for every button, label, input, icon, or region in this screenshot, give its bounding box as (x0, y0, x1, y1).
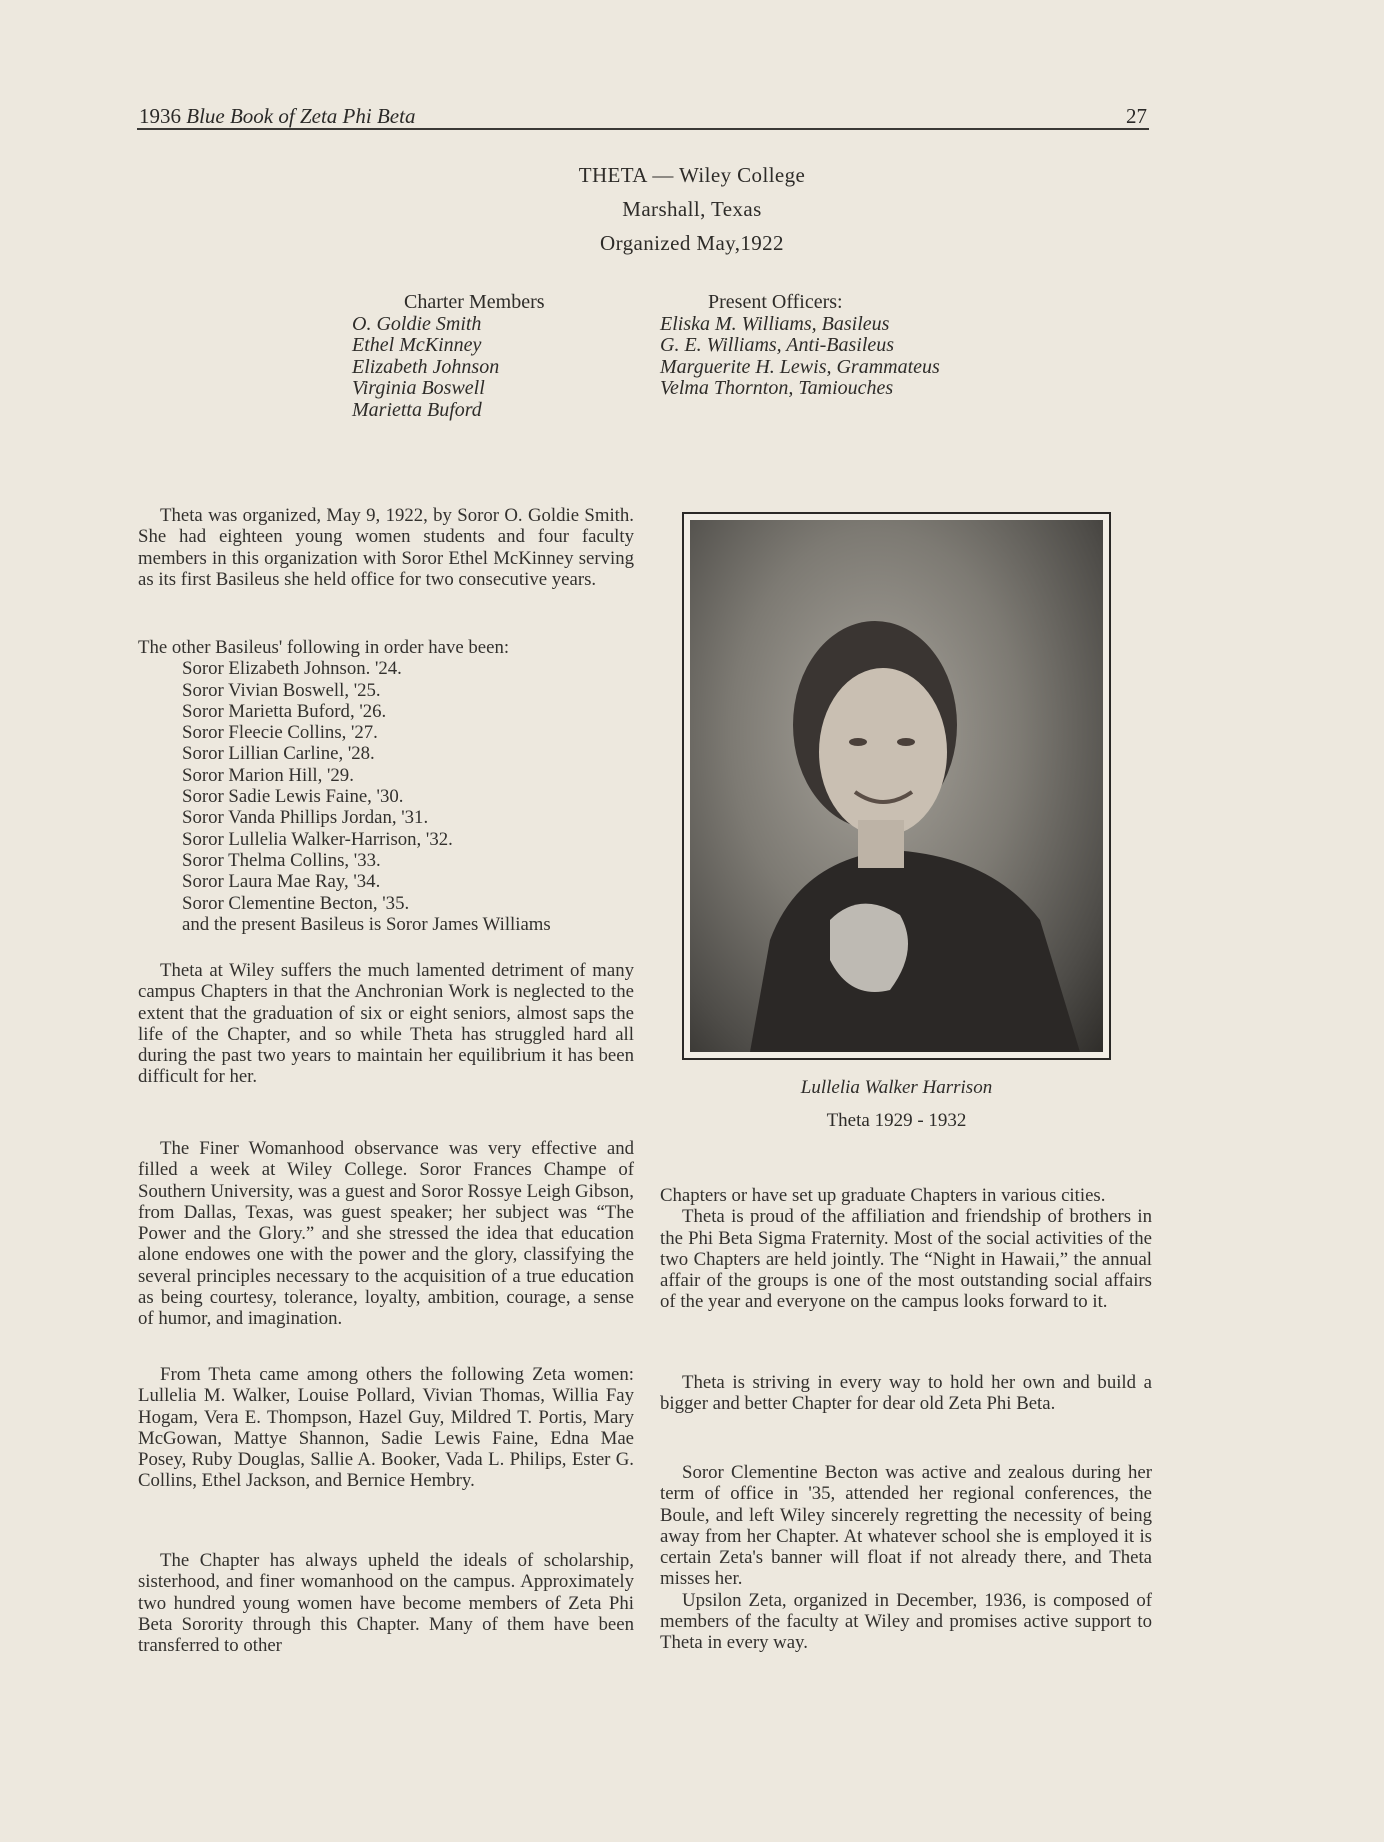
basileus-end: and the present Basileus is Soror James Williams (182, 913, 551, 935)
basileus-intro: The other Basileus' following in order have been: (138, 637, 510, 658)
charter-member: Marietta Buford (352, 398, 482, 421)
charter-members-heading: Charter Members (404, 291, 545, 313)
paragraph-text: The Finer Womanhood observance was very effective and filled a week at Wiley College. Soror Frances Champe of Southern University, was a guest and Soror Rossye Leigh Gibson, from Dallas, Texas, was guest speaker; her subject was “The Power and the Glory.” and she stressed the idea that education alone endowes one with the power and the glory, classifying the several principles necessary to the acquisition of a true education as being courtesy, tolerance, loyalty, ambition, courage, a sense of humor, and imagination. (138, 1138, 634, 1330)
portrait-illustration (690, 520, 1103, 1052)
photo-caption-name: Lullelia Walker Harrison (800, 1077, 993, 1098)
paragraph-text: Theta was organized, May 9, 1922, by Soror O. Goldie Smith. She had eighteen young women students and four faculty members in this organization with Soror Ethel McKinney serving as its first Basileus she held office for two consecutive years. (138, 505, 634, 590)
right-paragraphs-1-2 (660, 1185, 1152, 1313)
portrait-photo (690, 520, 1103, 1052)
right-eye-shape (897, 738, 915, 746)
left-eye-shape (849, 738, 867, 746)
basileus-item: Soror Thelma Collins, '33. (182, 849, 381, 871)
paragraph-text: Theta is proud of the affiliation and friendship of brothers in the Phi Beta Sigma Fraternity. Most of the social activities of the two Chapters are held jointly. The “Night in Hawaii,” the annual affair of the groups is one of the most outstanding social affairs of the year and everyone on the campus looks forward to it. (660, 1206, 1152, 1313)
officer: G. E. Williams, Anti-Basileus (660, 334, 895, 356)
header-year: 1936 (139, 104, 181, 128)
paragraph-text: The Chapter has always upheld the ideals of scholarship, sisterhood, and finer womanhood on the campus. Approximately two hundred young women have become members of Zeta Phi Beta Sorority through this Chapter. Many of them have been transferred to other (138, 1550, 634, 1657)
left-paragraph-5 (138, 1550, 634, 1656)
dress-shape (750, 850, 1080, 1052)
basileus-list (138, 637, 638, 935)
left-paragraph-4 (138, 1364, 634, 1492)
basileus-item: Soror Vivian Boswell, '25. (182, 679, 381, 701)
officer: Velma Thornton, Tamiouches (660, 377, 894, 399)
paragraph-text: Chapters or have set up graduate Chapters in various cities. (660, 1185, 1106, 1206)
header-title (139, 104, 415, 129)
present-officers-heading: Present Officers: (708, 291, 843, 313)
officer: Eliska M. Williams, Basileus (660, 312, 890, 335)
face-shape (819, 668, 947, 836)
basileus-item: Soror Sadie Lewis Faine, '30. (182, 786, 404, 808)
neck-shape (858, 820, 904, 868)
portrait-frame (682, 512, 1111, 1060)
right-paragraph-3 (660, 1372, 1152, 1415)
basileus-item: Soror Marietta Buford, '26. (182, 700, 387, 722)
charter-member: Virginia Boswell (352, 377, 485, 399)
left-paragraph-2 (138, 960, 634, 1088)
paragraph-text: Theta is striving in every way to hold her own and build a bigger and better Chapter for dear old Zeta Phi Beta. (660, 1372, 1152, 1415)
left-paragraph-3 (138, 1138, 634, 1330)
basileus-item: Soror Elizabeth Johnson. '24. (182, 658, 402, 680)
present-officers (660, 292, 1000, 400)
basileus-item: Soror Marion Hill, '29. (182, 764, 354, 786)
page-number: 27 (1126, 104, 1147, 128)
basileus-item: Soror Lillian Carline, '28. (182, 743, 375, 765)
charter-member: Ethel McKinney (352, 334, 482, 356)
header-rule (137, 128, 1149, 130)
paragraph-text: Soror Clementine Becton was active and zealous during her term of office in '35, attended her regional conferences, the Boule, and left Wiley sincerely regretting the necessity of being away from her Chapter. At whatever school she is employed it is certain Zeta's banner will float if not already there, and Theta misses her. (660, 1462, 1152, 1590)
left-paragraph-1 (138, 505, 634, 590)
running-header (137, 104, 1147, 130)
charter-members (352, 292, 642, 421)
basileus-item: Soror Clementine Becton, '35. (182, 892, 410, 914)
paragraph-text: From Theta came among others the following Zeta women: Lullelia M. Walker, Louise Pollard, Vivian Thomas, Willia Fay Hogam, Vera E. Thompson, Hazel Guy, Mildred T. Portis, Mary McGowan, Mattye Shannon, Sadie Lewis Faine, Edna Mae Posey, Ruby Douglas, Sallie A. Booker, Vada L. Philips, Ester G. Collins, Ethel Jackson, and Bernice Hembry. (138, 1364, 634, 1492)
chapter-organized: Organized May,1922 (600, 231, 784, 255)
basileus-item: Soror Lullelia Walker-Harrison, '32. (182, 828, 453, 850)
right-paragraphs-4-5 (660, 1462, 1152, 1654)
chapter-name: THETA — Wiley College (578, 163, 806, 187)
charter-member: O. Goldie Smith (352, 312, 482, 335)
header-book-title: Blue Book of Zeta Phi Beta (186, 104, 416, 128)
paragraph-text: Upsilon Zeta, organized in December, 1936, is composed of members of the faculty at Wiley and promises active support to Theta in every way. (660, 1589, 1152, 1654)
basileus-item: Soror Laura Mae Ray, '34. (182, 871, 381, 893)
photo-caption-years: Theta 1929 - 1932 (826, 1110, 967, 1131)
paragraph-text: Theta at Wiley suffers the much lamented detriment of many campus Chapters in that the Anchronian Work is neglected to the extent that the graduation of six or eight seniors, almost saps the life of the Chapter, and so while Theta has struggled hard all during the past two years to maintain her equilibrium it has been difficult for her. (138, 960, 634, 1088)
basileus-item: Soror Vanda Phillips Jordan, '31. (182, 807, 429, 829)
officer: Marguerite H. Lewis, Grammateus (660, 355, 940, 378)
chapter-location: Marshall, Texas (622, 197, 762, 221)
basileus-item: Soror Fleecie Collins, '27. (182, 722, 378, 744)
charter-member: Elizabeth Johnson (352, 355, 500, 378)
